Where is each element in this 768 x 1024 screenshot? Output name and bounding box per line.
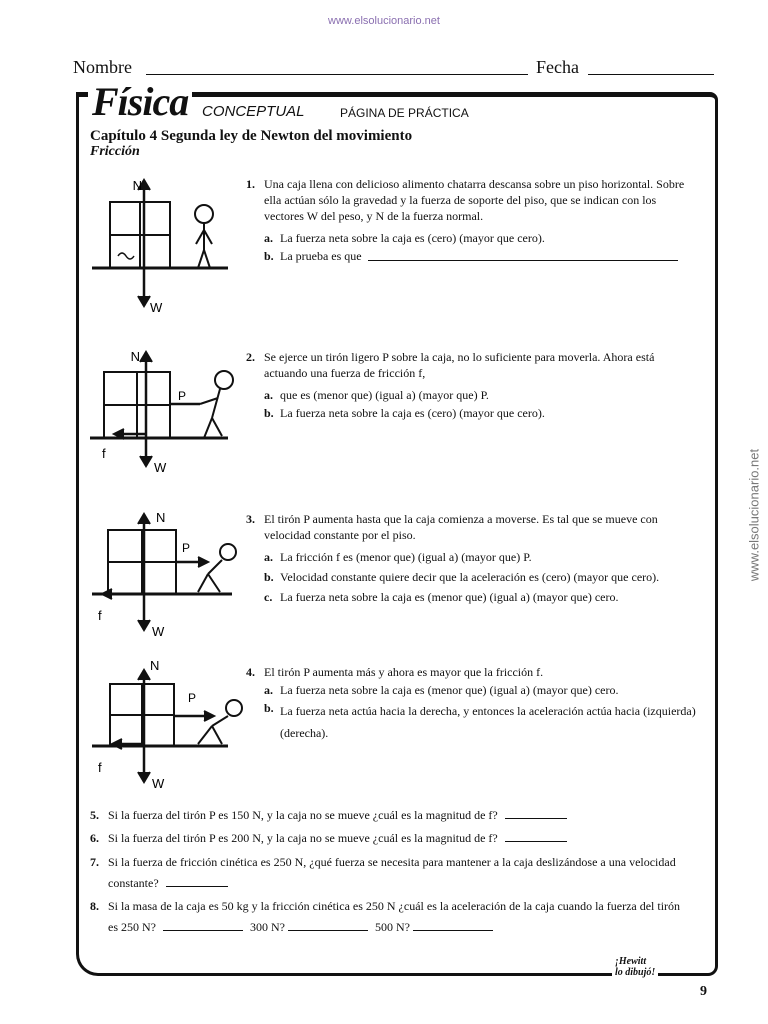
name-label: Nombre — [73, 57, 132, 77]
answer-blank[interactable] — [505, 829, 567, 842]
date-label: Fecha — [536, 57, 579, 77]
figure-3 — [88, 510, 248, 640]
chapter-title: Capítulo 4 Segunda ley de Newton del movimiento — [90, 128, 413, 144]
pull-label: P — [178, 389, 187, 403]
weight-label: W — [150, 300, 163, 315]
question-8: 8. Si la masa de la caja es 50 kg y la fricción cinética es 250 N ¿cuál es la aceleración de la caja cuando la fuerza del tirón es 250 N? 300 N? 500 N? — [90, 899, 681, 934]
figure-2 — [88, 348, 248, 476]
logo-subtitle: CONCEPTUAL — [202, 103, 305, 120]
question-1: 1. Una caja llena con delicioso alimento chatarra descansa sobre un piso horizontal. Sobre ella actúan sólo la gravedad y la fuerza de soporte del piso, que se indican con los vectores W del peso, y N de la fuerza normal. a. La fuerza neta sobre la caja es (cero) (mayor que cero). b. La prueba es que — [246, 177, 685, 263]
question-2: 2. Se ejerce un tirón ligero P sobre la caja, no lo suficiente para moverla. Ahora está actuando una fuerza de fricción f, a. que es (menor que) (igual a) (mayor que) P. b. La fuerza neta sobre la caja es (cero) (mayor que cero). — [246, 350, 655, 420]
pull-label: P — [182, 541, 191, 555]
fisica-logo: Física — [88, 80, 192, 124]
weight-label: W — [154, 460, 167, 475]
watermark-side: www.elsolucionario.net — [746, 448, 762, 582]
normal-label: N — [132, 178, 142, 193]
page-number: 9 — [700, 984, 707, 999]
friction-label: f — [102, 446, 106, 461]
friction-label: f — [98, 608, 102, 623]
normal-label: N — [150, 658, 160, 673]
figure-1 — [88, 176, 248, 316]
answer-blank[interactable] — [368, 248, 678, 261]
friction-label: f — [98, 760, 102, 775]
answer-blank[interactable] — [288, 918, 368, 931]
section-title: Fricción — [90, 144, 140, 159]
normal-label: N — [156, 510, 166, 525]
question-7: 7. Si la fuerza de fricción cinética es 250 N, ¿qué fuerza se necesita para mantener a la caja deslizándose a una velocidad constante? — [90, 855, 676, 890]
normal-label: N — [130, 349, 140, 364]
date-field[interactable] — [588, 74, 714, 75]
watermark-top: www.elsolucionario.net — [328, 15, 440, 27]
pull-label: P — [188, 691, 197, 705]
question-6: 6. Si la fuerza del tirón P es 200 N, y la caja no se mueve ¿cuál es la magnitud de f? — [90, 829, 690, 846]
figure-4 — [88, 656, 248, 792]
weight-label: W — [152, 776, 165, 791]
answer-blank[interactable] — [166, 874, 228, 887]
answer-blank[interactable] — [413, 918, 493, 931]
answer-blank[interactable] — [163, 918, 243, 931]
name-field[interactable] — [146, 74, 528, 75]
answer-blank[interactable] — [505, 806, 567, 819]
question-5: 5. Si la fuerza del tirón P es 150 N, y la caja no se mueve ¿cuál es la magnitud de f? — [90, 806, 690, 823]
question-4: 4. El tirón P aumenta más y ahora es mayor que la fricción f. a. La fuerza neta sobre la caja es (menor que) (igual a) (mayor que) cero. b. La fuerza neta actúa hacia la derecha, y entonces la aceleración actúa hacia (izquierda) (derecha). — [246, 665, 696, 740]
hewitt-signature: ¡Hewitt lo dibujó! — [612, 956, 658, 978]
question-3: 3. El tirón P aumenta hasta que la caja comienza a moverse. Es tal que se mueve con velocidad constante por el piso. a. La fricción f es (menor que) (igual a) (mayor que) P. b. Velocidad constante quiere decir que la aceleración es (cero) (mayor que cero). c. La fuerza neta sobre la caja es (menor que) (igual a) (mayor que) cero. — [246, 512, 660, 604]
weight-label: W — [152, 624, 165, 639]
practice-label: PÁGINA DE PRÁCTICA — [340, 106, 469, 120]
